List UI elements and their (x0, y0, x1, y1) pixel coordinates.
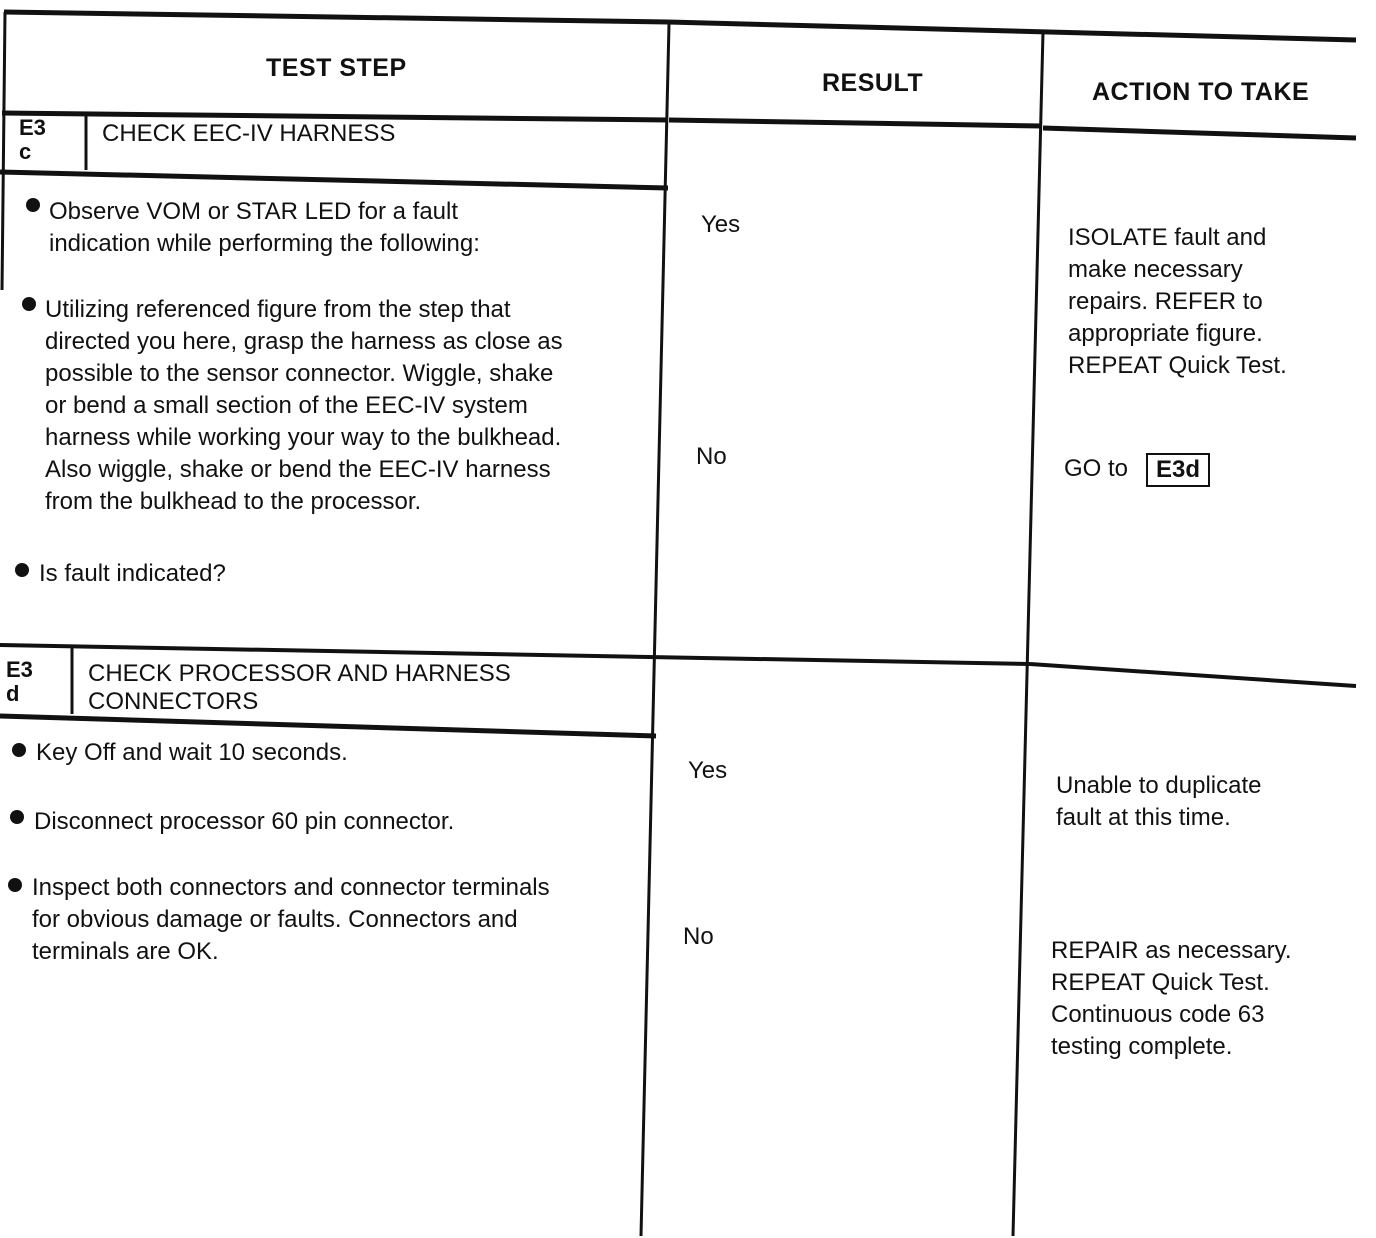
step-e3d-instruction-2: Disconnect processor 60 pin connector. (34, 808, 455, 835)
action-column-divider (1013, 32, 1043, 1236)
bullet-icon (15, 563, 29, 577)
result-column-divider (641, 24, 669, 1236)
e3c-title-rule (0, 172, 668, 188)
step-e3d-action-yes: Unable to duplicate fault at this time. (1056, 772, 1262, 831)
step-e3c-instruction-2: Utilizing referenced figure from the step that directed you here, grasp the harness as close as possible to the sensor connector. Wiggle, shake or bend a small section of the EEC-IV system harness while working your way to the bulkhead. Also wiggle, shake or bend the EEC-IV harness from the bulkhead to the processor. (45, 296, 563, 515)
step-e3d-result-no: No (683, 923, 714, 950)
step-e3c-action-no: GO to (1064, 455, 1129, 482)
step-e3c-result-no: No (696, 443, 727, 470)
bullet-icon (22, 297, 36, 311)
header-rule-mid (669, 120, 1042, 126)
step-e3d-title: CHECK PROCESSOR AND HARNESS CONNECTORS (88, 660, 511, 715)
bullet-icon (26, 198, 40, 212)
top-rule-right (668, 22, 1356, 40)
step-e3c-instruction-1: Observe VOM or STAR LED for a fault indication while performing the following: (49, 198, 480, 257)
step-e3c-instruction-3: Is fault indicated? (39, 560, 226, 587)
step-e3c-id: E3 c (19, 115, 46, 164)
step-e3c-title: CHECK EEC-IV HARNESS (102, 120, 396, 147)
header-action-to-take: ACTION TO TAKE (1092, 78, 1310, 106)
bullet-icon (12, 743, 26, 757)
goto-e3d-reference[interactable]: E3d (1146, 453, 1210, 487)
left-edge (2, 12, 5, 290)
header-result: RESULT (822, 69, 924, 97)
e3d-title-rule (0, 716, 656, 736)
step-separator-right (1030, 664, 1356, 686)
step-e3c-result-yes: Yes (701, 211, 741, 238)
step-e3d-result-yes: Yes (688, 757, 728, 784)
step-e3d-instruction-1: Key Off and wait 10 seconds. (36, 739, 348, 766)
header-rule-right (1043, 128, 1356, 138)
bullet-icon (10, 810, 24, 824)
step-e3d-id: E3 d (6, 657, 33, 706)
step-e3d-action-no: REPAIR as necessary. REPEAT Quick Test. Continuous code 63 testing complete. (1051, 937, 1292, 1060)
step-e3c-action-yes: ISOLATE fault and make necessary repairs. REFER to appropriate figure. REPEAT Quick Test. (1068, 224, 1287, 379)
top-rule-left (4, 12, 668, 22)
bullet-icon (8, 878, 22, 892)
step-e3d-instruction-3: Inspect both connectors and connector terminals for obvious damage or faults. Connectors and terminals are OK. (32, 874, 550, 965)
header-test-step: TEST STEP (266, 54, 407, 82)
